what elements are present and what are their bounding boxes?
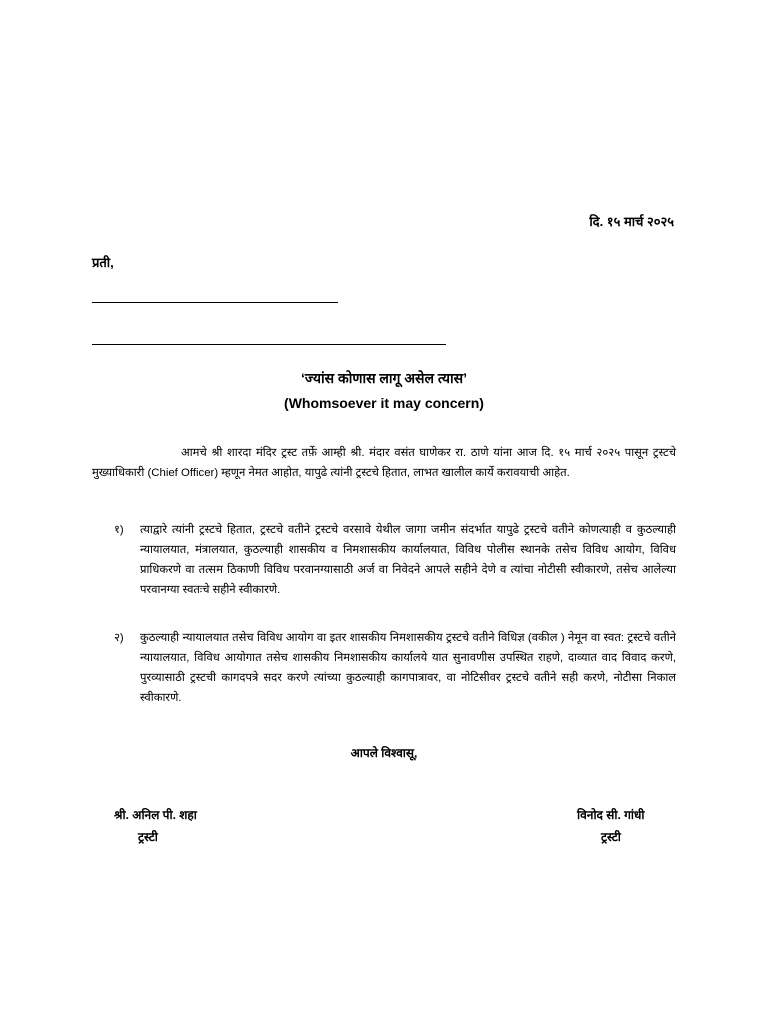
subject-heading: ‘ज्यांस कोणास लागू असेल त्यास’: [300, 370, 468, 386]
list-item: [114, 628, 676, 708]
signatory-title: ट्रस्टी: [601, 830, 621, 844]
list-item-number: १): [114, 524, 124, 536]
recipient-blank-line: [92, 344, 446, 345]
list-item-text: त्याद्वारे त्यांनी ट्रस्टचे हितात, ट्रस्टचे वतीने ट्रस्टचे वरसावे येथील जागा जमीन संदर्भात यापुढे ट्रस्टचे वतीने कोणत्याही व कुठल्याही न्यायालयात, मंत्रालयात, कुठल्याही शासकीय व निमशासकीय कार्यालयात, विविध पोलीस स्थानके तसेच विविध आयोग, विविध प्राधिकरणे वा तत्सम ठिकाणी विविध परवानग्यासाठी अर्ज वा निवेदने आपले सहीने देणे व त्यांचा नोटीसी स्वीकारणे, तसेच आलेल्या परवानग्या स्वतःचे सहीने स्वीकारणे.: [140, 524, 676, 596]
letter-date: दि. १५ मार्च २०२५: [589, 214, 674, 229]
list-item-number: २): [114, 632, 124, 644]
recipient-blank-line: [92, 302, 338, 303]
signatory-name: श्री. अनिल पी. शहा: [114, 808, 197, 822]
intro-paragraph: आमचे श्री शारदा मंदिर ट्रस्ट तर्फ़े आम्ही श्री. मंदार वसंत घाणेकर रा. ठाणे यांना आज दि. १५ मार्च २०२५ पासून ट्रस्टचे मुख्याधिकारी (Chief Officer) म्हणून नेमत आहोत, यापुढे त्यांनी ट्रस्टचे हितात, लाभत खालील कार्ये करावयाची आहेत.: [92, 447, 676, 479]
list-item-text: कुठल्याही न्यायालयात तसेच विविध आयोग वा इतर शासकीय निमशासकीय ट्रस्टचे वतीने विधिज्ञ (वकील ) नेमून वा स्वत: ट्रस्टचे वतीने न्यायालयात, विविध आयोगात तसेच शासकीय निमशासकीय कार्यालये यात सुनावणीस उपस्थित राहणे, दाव्यात वाद विवाद करणे, पुरव्यासाठी ट्रस्टची कागदपत्रे सदर करणे त्यांच्या कुठल्याही कागपात्रावर, वा नोटिसीवर ट्रस्टचे वतीने सही करणे, नोटीसा निकाल स्वीकारणे.: [140, 632, 676, 704]
signatory-title: ट्रस्टी: [138, 830, 158, 844]
subject-heading-english: (Whomsoever it may concern): [284, 395, 484, 411]
list-item: [114, 520, 676, 600]
recipient-label: प्रती,: [92, 255, 114, 270]
signatory-name: विनोद सी. गांधी: [577, 808, 645, 822]
closing-salutation: आपले विश्वासू,: [350, 746, 418, 760]
